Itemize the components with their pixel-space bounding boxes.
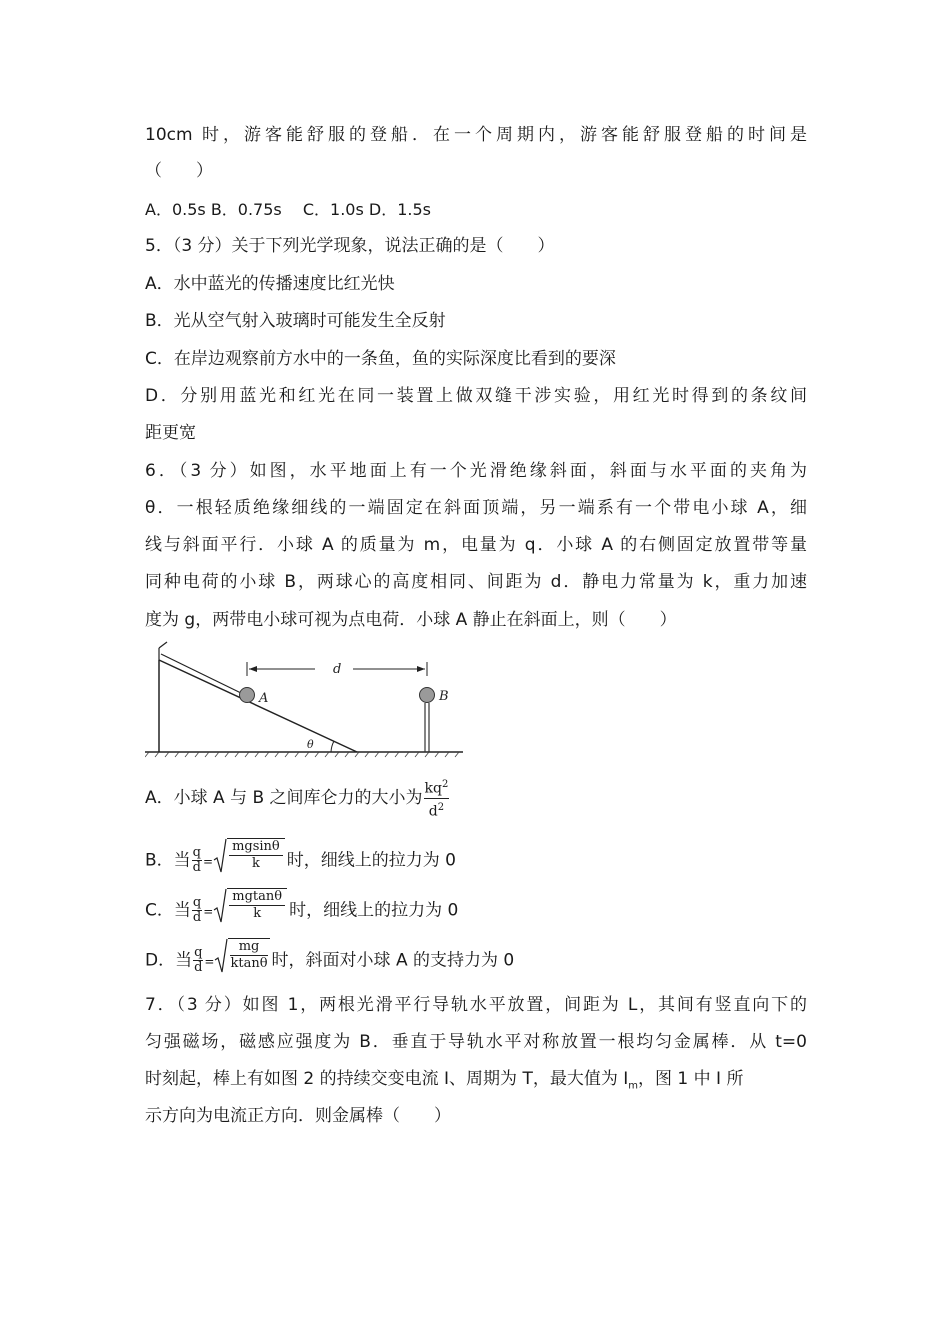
q7-line-3: 时刻起，棒上有如图 2 的持续交变电流 I、周期为 T，最大值为 $I_m$，图 1 中 I 所 bbox=[145, 1069, 744, 1092]
q5-option-a: A．水中蓝光的传播速度比红光快 bbox=[145, 274, 395, 294]
incline-surface bbox=[159, 660, 357, 752]
q4-line-1: 10cm 时，游客能舒服的登船．在一个周期内，游客能舒服登船的时间是 bbox=[145, 125, 807, 145]
sqrt-mgsin: $\frac{mgsin\theta}{k}$ bbox=[213, 838, 285, 883]
q-over-d-fraction: $\frac{q}{d}$ bbox=[194, 945, 203, 975]
coulomb-fraction: $\frac{kq^2}{d^2}$ bbox=[424, 776, 450, 820]
q4-options: A．0.5s B．0.75s C．1.0s D．1.5s bbox=[145, 200, 431, 219]
q6-option-a bbox=[145, 775, 807, 831]
q6-line-3: 线与斜面平行．小球 A 的质量为 m，电量为 q．小球 A 的右侧固定放置带等量 bbox=[145, 535, 807, 555]
q7-line-2: 匀强磁场，磁感应强度为 B．垂直于导轨水平对称放置一根均匀金属棒．从 t=0 bbox=[145, 1032, 807, 1052]
q6-option-a-text: A．小球 A 与 B 之间库仑力的大小为 bbox=[145, 788, 423, 808]
ball-b bbox=[420, 688, 435, 703]
sqrt-mgtan: $\frac{mgtan\theta}{k}$ bbox=[213, 888, 287, 933]
q7-line-1: 7．（3 分）如图 1，两根光滑平行导轨水平放置，间距为 L，其间有竖直向下的 bbox=[145, 995, 807, 1015]
theta-arc bbox=[331, 741, 334, 752]
q6-line-2: θ．一根轻质绝缘细线的一端固定在斜面顶端，另一端系有一个带电小球 A，细 bbox=[145, 498, 807, 518]
q5-option-d-line-1: D．分别用蓝光和红光在同一装置上做双缝干涉实验，用红光时得到的条纹间 bbox=[145, 386, 807, 406]
q7-line-4: 示方向为电流正方向．则金属棒（ ） bbox=[145, 1106, 451, 1126]
label-d: d bbox=[333, 662, 342, 677]
label-b: B bbox=[439, 689, 449, 704]
q6-line-1: 6．（3 分）如图，水平地面上有一个光滑绝缘斜面，斜面与水平面的夹角为 bbox=[145, 461, 807, 481]
label-a: A bbox=[259, 691, 269, 706]
q6-option-b: B．当 $\frac{q}{d}$ = $\frac{mgsin\theta}{k}$ 时，细线上的拉力为 0 bbox=[145, 838, 807, 880]
q6-line-5: 度为 g，两带电小球可视为点电荷．小球 A 静止在斜面上，则（ ） bbox=[145, 610, 677, 630]
label-theta: θ bbox=[307, 738, 314, 751]
q5-option-b: B．光从空气射入玻璃时可能发生全反射 bbox=[145, 311, 446, 331]
q4-line-2: （ ） bbox=[145, 161, 213, 181]
q5-option-c: C．在岸边观察前方水中的一条鱼，鱼的实际深度比看到的要深 bbox=[145, 349, 616, 369]
q5-option-d-line-2: 距更宽 bbox=[145, 423, 196, 443]
incline-figure bbox=[145, 640, 465, 760]
q6-option-d: D．当 $\frac{q}{d}$ = $\frac{mg}{ktan\theta}$ 时，斜面对小球 A 的支持力为 0 bbox=[145, 938, 807, 980]
ball-a bbox=[240, 688, 255, 703]
q6-line-4: 同种电荷的小球 B，两球心的高度相同、间距为 d．静电力常量为 k，重力加速 bbox=[145, 572, 807, 592]
q6-option-c: C．当 $\frac{q}{d}$ = $\frac{mgtan\theta}{k}$ 时，细线上的拉力为 0 bbox=[145, 888, 807, 930]
q-over-d-fraction: $\frac{q}{d}$ bbox=[192, 895, 202, 925]
q-over-d-fraction: $\frac{q}{d}$ bbox=[192, 845, 201, 875]
q5-stem: 5．（3 分）关于下列光学现象，说法正确的是（ ） bbox=[145, 236, 555, 256]
sqrt-mg-over-ktan: $\frac{mg}{ktan\theta}$ bbox=[214, 938, 269, 983]
thread bbox=[161, 654, 243, 694]
